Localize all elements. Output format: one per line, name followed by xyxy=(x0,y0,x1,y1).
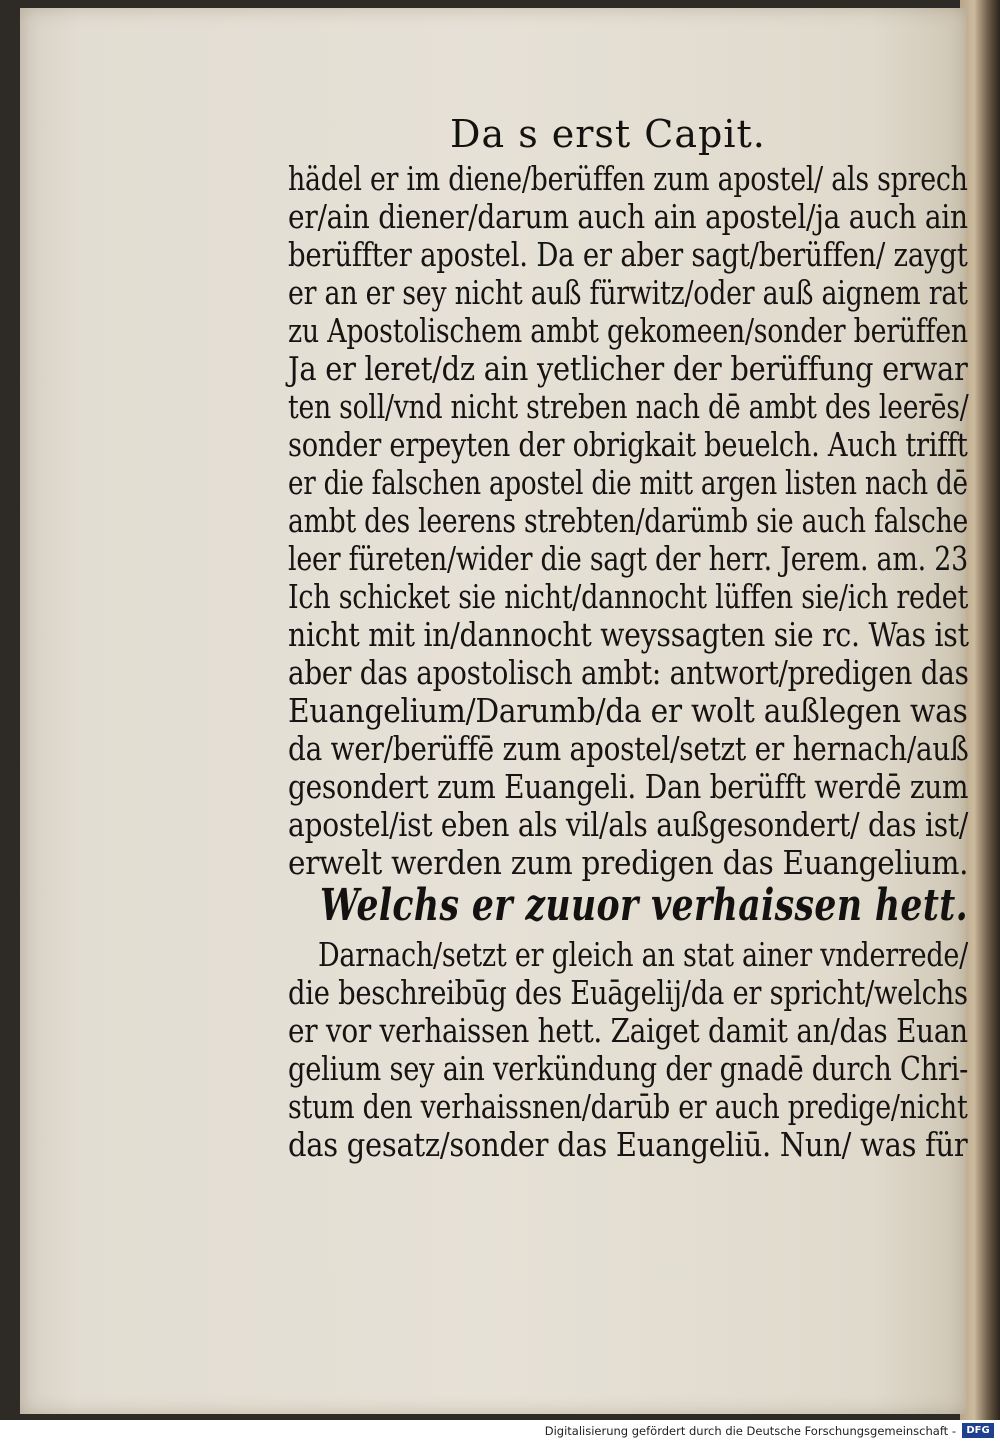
text-line: Euangelium/Darumb/da er wolt außlegen was xyxy=(288,691,968,730)
text-line: da wer/berüffē zum apostel/setzt er hernach/auß xyxy=(288,729,969,768)
text-line: leer füreten/wider die sagt der herr. Jerem. am. 23 xyxy=(288,539,968,578)
text-line: ambt des leerens strebten/darümb sie auch falsche xyxy=(288,501,969,540)
text-line: sonder erpeyten der obrigkait beuelch. Auch trifft xyxy=(288,425,968,464)
funding-credit: Digitalisierung gefördert durch die Deutsche Forschungsgemeinschaft - xyxy=(544,1424,956,1438)
text-line: ten soll/vnd nicht streben nach dē ambt des leerēs/ xyxy=(288,387,969,426)
text-line: er/ain diener/darum auch ain apostel/ja auch ain xyxy=(288,197,968,236)
text-line: Ich schicket sie nicht/dannocht lüffen sie/ich redet xyxy=(288,577,969,616)
text-line: hädel er im diene/berüffen zum apostel/ als sprech xyxy=(288,159,968,198)
footer-bar xyxy=(0,1420,1000,1442)
text-line: Darnach/setzt er gleich an stat ainer vnderrede/ xyxy=(318,935,969,974)
text-line: nicht mit in/dannocht weyssagten sie rc. Was ist xyxy=(288,615,969,654)
text-line: apostel/ist eben als vil/als außgesondert/ das ist/ xyxy=(288,805,969,844)
text-line: gelium sey ain verkündung der gnadē durch Chri- xyxy=(288,1049,969,1088)
text-line: berüffter apostel. Da er aber sagt/berüffen/ zaygt xyxy=(288,235,968,274)
text-line: zu Apostolischem ambt gekomeen/sonder berüffen xyxy=(288,311,968,350)
text-line: er an er sey nicht auß fürwitz/oder auß aignem rat xyxy=(288,273,968,312)
text-line: er die falschen apostel die mitt argen listen nach dē xyxy=(288,463,968,502)
dfg-logo[interactable]: DFG xyxy=(962,1423,994,1438)
text-line: erwelt werden zum predigen das Euangelium. xyxy=(288,843,969,882)
text-line: er vor verhaissen hett. Zaiget damit an/das Euan xyxy=(288,1011,968,1050)
text-line: das gesatz/sonder das Euangeliū. Nun/ was für xyxy=(288,1125,968,1164)
text-line: Ja er leret/dz ain yetlicher der berüffung erwar xyxy=(288,349,968,388)
text-line: stum den verhaissnen/darūb er auch predige/nicht xyxy=(288,1087,968,1126)
text-line: gesondert zum Euangeli. Dan berüfft werdē zum xyxy=(288,767,969,806)
text-line: aber das apostolisch ambt: antwort/predigen das xyxy=(288,653,969,692)
section-heading: Welchs er zuuor verhaissen hett. xyxy=(320,880,969,931)
book-page xyxy=(20,8,969,1414)
text-line: die beschreibūg des Euāgelij/da er spricht/welchs xyxy=(288,973,968,1012)
running-title: Da s erst Capit. xyxy=(450,112,766,156)
